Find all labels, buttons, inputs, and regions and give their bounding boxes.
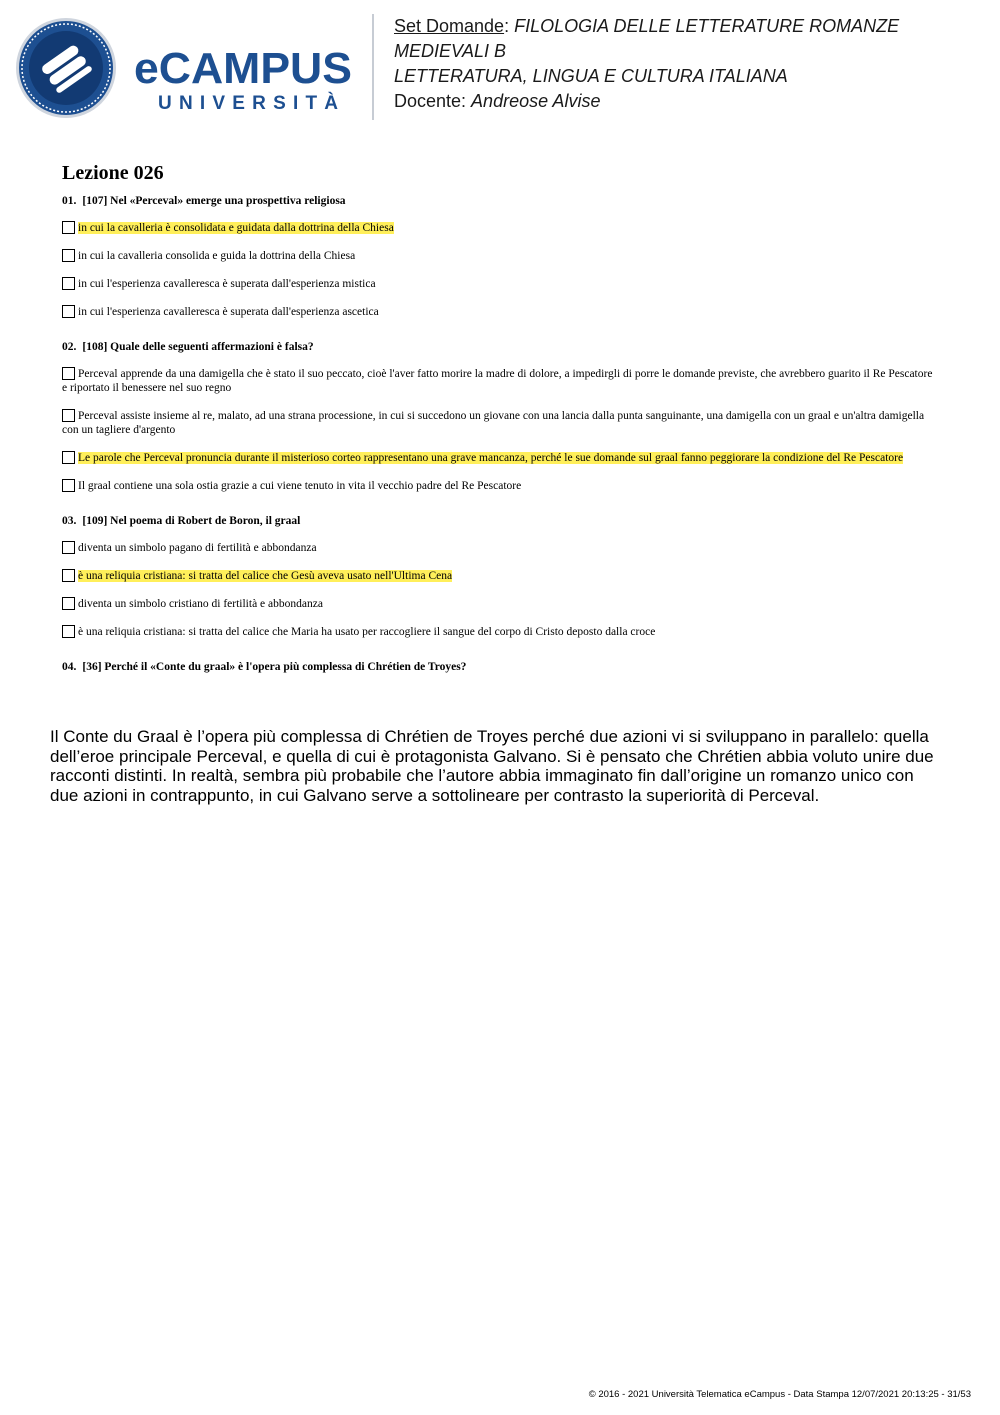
logo-brand: eCAMPUS (134, 44, 352, 93)
option-text: Perceval assiste insieme al re, malato, ad una strana processione, in cui si succedono un giovane con una lancia dalla punta sanguinante, una damigella con un graal e un'altra damigella con un tagliere d'argento (62, 410, 925, 436)
question-title (62, 341, 938, 353)
course-header (394, 16, 984, 116)
question-title (62, 195, 938, 207)
open-answer-text: Il Conte du Graal è l’opera più complessa di Chrétien de Troyes perché due azioni vi si sviluppano in parallelo: quella dell’eroe principale Perceval, e quella di cui è protagonista Galvano. Si è pensato che Chrétien abbia voluto unire due racconti distinti. In realtà, sembra più probabile che l’autore abbia immaginato fin dall’origine un romanzo unico con due azioni in contrappunto, in cui Galvano serve a sottolineare per contrasto la superiorità di Perceval. (50, 727, 934, 805)
answer-option (62, 305, 938, 319)
subject-title: LETTERATURA, LINGUA E CULTURA ITALIANA (394, 66, 788, 86)
ecampus-logo (14, 16, 359, 120)
option-checkbox[interactable] (62, 409, 75, 422)
logo-sub: UNIVERSITÀ (158, 93, 338, 114)
question-number: 01. (62, 195, 77, 207)
docente-name: Andreose Alvise (471, 91, 601, 111)
option-text: Perceval apprende da una damigella che è stato il suo peccato, cioè l'aver fatto morire la madre di dolore, a impedirgli di porre le domande previste, che avrebbero guarito il Re Pescatore e riportato il benessere nel suo regno (62, 368, 933, 394)
option-text: Il graal contiene una sola ostia grazie a cui viene tenuto in vita il vecchio padre del Re Pescatore (78, 480, 522, 492)
option-text-correct: Le parole che Perceval pronuncia durante il misterioso corteo rappresentano una grave mancanza, perché le sue domande sul graal fanno peggiorare la condizione del Re Pescatore (78, 452, 904, 464)
option-checkbox[interactable] (62, 541, 75, 554)
answer-option (62, 625, 938, 639)
option-checkbox[interactable] (62, 597, 75, 610)
docente-line (394, 91, 984, 112)
option-checkbox[interactable] (62, 625, 75, 638)
answer-option (62, 221, 938, 235)
question-text: [107] Nel «Perceval» emerge una prospettiva religiosa (82, 195, 346, 207)
question-number: 03. (62, 515, 77, 527)
answer-option (62, 277, 938, 291)
course-title-line: Set Domande: FILOLOGIA DELLE LETTERATURE ROMANZE (394, 16, 900, 36)
option-text: diventa un simbolo pagano di fertilità e abbondanza (78, 542, 317, 554)
question-number: 02. (62, 341, 77, 353)
question-set (62, 162, 938, 695)
logo-emblem-icon (16, 18, 116, 118)
option-checkbox[interactable] (62, 367, 75, 380)
question-1 (62, 195, 938, 319)
answer-option (62, 479, 938, 493)
option-text: in cui l'esperienza cavalleresca è superata dall'esperienza ascetica (78, 306, 379, 318)
question-2 (62, 341, 938, 493)
set-label: Set Domande (394, 16, 505, 36)
question-text: [108] Quale delle seguenti affermazioni è falsa? (82, 341, 314, 353)
answer-option (62, 451, 938, 465)
question-title (62, 661, 938, 673)
answer-option (62, 569, 938, 583)
option-checkbox[interactable] (62, 221, 75, 234)
answer-option (62, 249, 938, 263)
question-4 (62, 661, 938, 673)
option-checkbox[interactable] (62, 277, 75, 290)
option-checkbox[interactable] (62, 479, 75, 492)
question-number: 04. (62, 661, 77, 673)
option-checkbox[interactable] (62, 249, 75, 262)
option-checkbox[interactable] (62, 305, 75, 318)
header-divider (372, 14, 374, 120)
answer-option (62, 409, 938, 437)
course-title-1: FILOLOGIA DELLE LETTERATURE ROMANZE (514, 16, 900, 36)
option-text: diventa un simbolo cristiano di fertilità e abbondanza (78, 598, 323, 610)
question-title (62, 515, 938, 527)
option-text: in cui la cavalleria consolida e guida la dottrina della Chiesa (78, 250, 356, 262)
option-text-correct: in cui la cavalleria è consolidata e guidata dalla dottrina della Chiesa (78, 222, 394, 234)
option-checkbox[interactable] (62, 451, 75, 464)
question-text: [36] Perché il «Conte du graal» è l'opera più complessa di Chrétien de Troyes? (82, 661, 467, 673)
answer-option (62, 597, 938, 611)
docente-label: Docente: (394, 91, 472, 111)
question-3 (62, 515, 938, 639)
question-text: [109] Nel poema di Robert de Boron, il graal (82, 515, 301, 527)
answer-option (62, 541, 938, 555)
option-checkbox[interactable] (62, 569, 75, 582)
option-text: è una reliquia cristiana: si tratta del calice che Maria ha usato per raccogliere il sangue del corpo di Cristo deposto dalla croce (78, 626, 656, 638)
course-title-2: MEDIEVALI B (394, 41, 507, 61)
option-text: in cui l'esperienza cavalleresca è superata dall'esperienza mistica (78, 278, 376, 290)
page-footer: © 2016 - 2021 Università Telematica eCampus - Data Stampa 12/07/2021 20:13:25 - 31/53 (588, 1389, 971, 1400)
option-text-correct: è una reliquia cristiana: si tratta del calice che Gesù aveva usato nell'Ultima Cena (78, 570, 453, 582)
lesson-title: Lezione 026 (62, 162, 164, 184)
answer-option (62, 367, 938, 395)
